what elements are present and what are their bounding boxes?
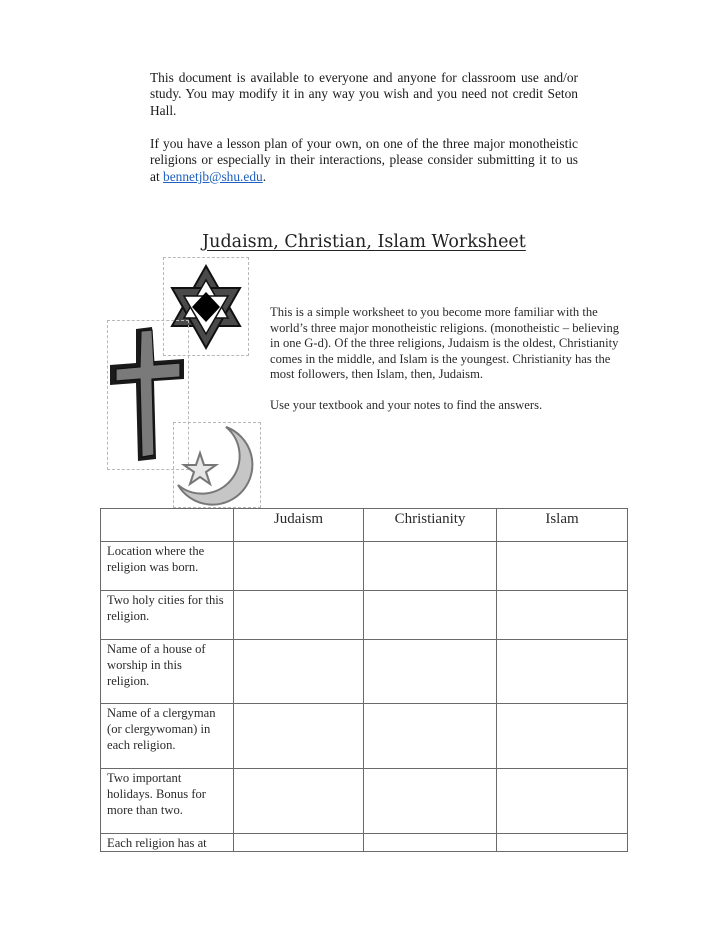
intro-text-1: This document is available to everyone and anyone for classroom use and/or study. You may modify it in any way you wish and you need not credit Seton Hall. [150, 70, 578, 118]
answer-cell-islam[interactable] [497, 591, 628, 640]
period: . [262, 168, 267, 184]
intro-text-2: If you have a lesson plan of your own, on one of the three major monotheistic religions or especially in their interactions, please consider submitting it to us at [150, 136, 578, 184]
crescent-and-star-image [173, 422, 261, 508]
answer-cell-judaism[interactable] [234, 542, 364, 591]
question-cell: Name of a clergyman (or clergywoman) in each religion. [101, 704, 234, 769]
answer-cell-islam[interactable] [497, 769, 628, 834]
table-row [101, 704, 628, 769]
question-cell: Each religion has at [101, 834, 234, 852]
question-cell: Location where the religion was born. [101, 542, 234, 591]
answer-cell-judaism[interactable] [234, 834, 364, 852]
answer-cell-judaism[interactable] [234, 640, 364, 704]
question-cell: Two important holidays. Bonus for more than two. [101, 769, 234, 834]
title-text: Judaism, Christian, Islam Worksheet [202, 232, 526, 252]
email-link[interactable]: bennetjb@shu.edu [163, 168, 263, 184]
instructions-text: Use your textbook and your notes to find the answers. [270, 397, 543, 412]
intro-paragraph-2 [150, 136, 578, 185]
answer-cell-islam[interactable] [497, 704, 628, 769]
answer-cell-christianity[interactable] [364, 640, 497, 704]
answer-cell-judaism[interactable] [234, 704, 364, 769]
answer-cell-judaism[interactable] [234, 591, 364, 640]
description [270, 305, 620, 414]
intro-paragraph-1 [150, 70, 578, 119]
answer-cell-christianity[interactable] [364, 834, 497, 852]
answer-cell-islam[interactable] [497, 542, 628, 591]
table-row [101, 542, 628, 591]
answer-cell-christianity[interactable] [364, 769, 497, 834]
page-title [0, 232, 728, 252]
table-row [101, 640, 628, 704]
answer-cell-islam[interactable] [497, 640, 628, 704]
table-row [101, 769, 628, 834]
answer-cell-christianity[interactable] [364, 542, 497, 591]
header-islam: Islam [497, 509, 628, 542]
header-christianity: Christianity [364, 509, 497, 542]
answer-cell-judaism[interactable] [234, 769, 364, 834]
question-cell: Name of a house of worship in this religion. [101, 640, 234, 704]
table-row [101, 591, 628, 640]
table-row [101, 834, 628, 852]
header-judaism: Judaism [234, 509, 364, 542]
answer-cell-christianity[interactable] [364, 591, 497, 640]
crescent-and-star-icon [174, 423, 260, 507]
worksheet-table [100, 508, 628, 852]
description-text: This is a simple worksheet to you become more familiar with the world’s three major monotheistic religions. (monotheistic – believing in one G-d). Of the three religions, Judaism is the oldest, Christianity comes in the middle, and Islam is the youngest. Christianity has the most followers, then Islam, then, Judaism. [270, 305, 620, 382]
header-blank [101, 509, 234, 542]
table-header-row [101, 509, 628, 542]
answer-cell-islam[interactable] [497, 834, 628, 852]
answer-cell-christianity[interactable] [364, 704, 497, 769]
question-cell: Two holy cities for this religion. [101, 591, 234, 640]
